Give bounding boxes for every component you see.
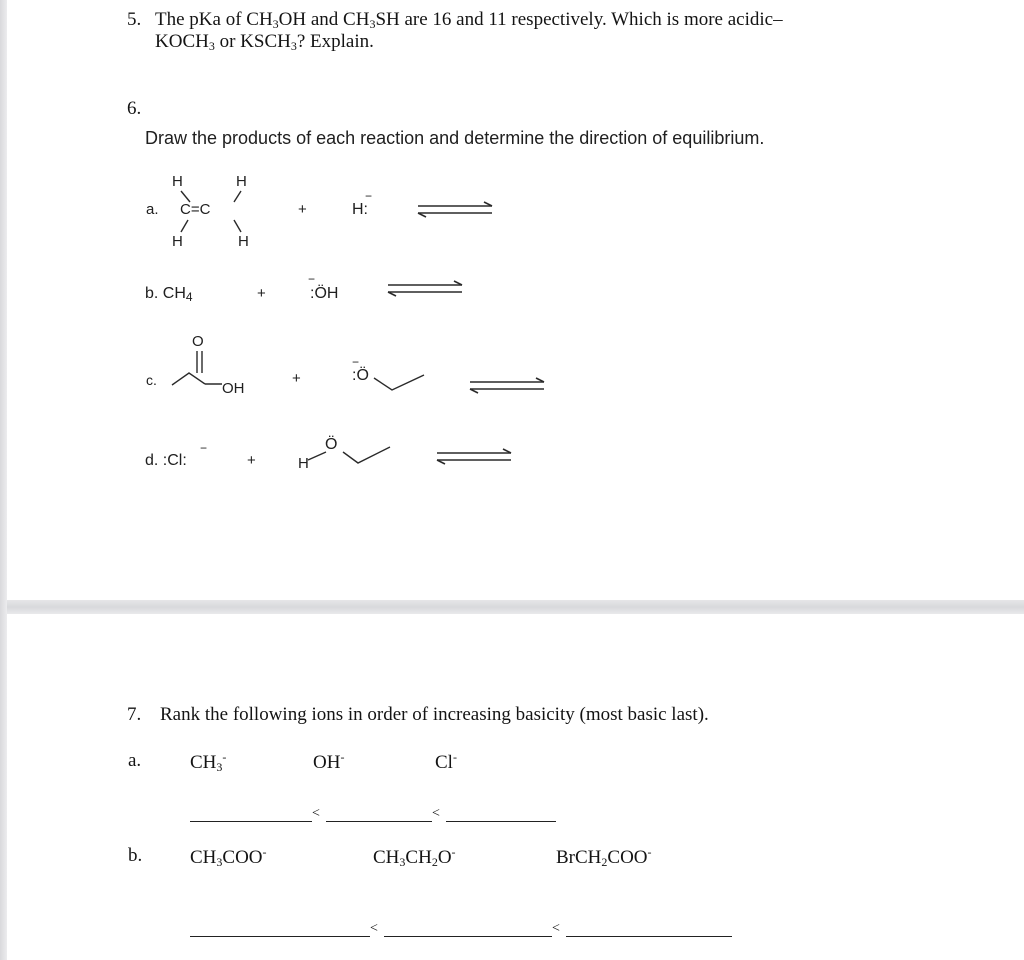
q6b-plus: + [257, 285, 266, 302]
q6c-ethoxide-chain [374, 375, 424, 390]
q6d-h-o-bond [308, 452, 326, 460]
worksheet-page-2 [7, 614, 1024, 960]
q6d-charge: − [200, 441, 208, 455]
q7a-label: a. [128, 750, 142, 771]
q6a-label: a. [146, 201, 159, 218]
q6c-ethoxide-oxygen: :Ö [352, 367, 369, 384]
q6c-hydroxyl: OH [222, 380, 245, 397]
q6b-hydroxide: :ÖH [310, 285, 339, 302]
q6a-hydride: H: [352, 201, 368, 218]
q7b-blank-1[interactable] [190, 919, 370, 937]
q6d-hydrogen: H [298, 455, 309, 472]
q5-number: 5. [127, 9, 142, 30]
q6a-h-bottom-left: H [172, 233, 183, 250]
q6a-bond-h-top-left [181, 191, 190, 202]
q5-line-2: $KOCH_3$ or $KSCH_3$? Explain. [155, 31, 374, 53]
q7a-blank-1[interactable] [190, 804, 312, 822]
q7b-blank-3[interactable] [566, 919, 732, 937]
q6d-ethanol-chain [343, 447, 390, 463]
q6b-charge: − [308, 272, 316, 286]
q6-number: 6. [127, 98, 142, 119]
q6c-carbonyl-oxygen: O [192, 333, 204, 350]
q6d-plus: + [247, 452, 256, 469]
q6c-plus: + [292, 370, 301, 387]
q7a-ion-chloride: Cl- [435, 750, 457, 773]
q7b-blank-2[interactable] [384, 919, 552, 937]
q6a-bond-h-top-right [234, 191, 241, 202]
q6a-charge: − [365, 189, 373, 203]
q7a-ion-hydroxide: OH- [313, 750, 345, 773]
q7-number: 7. [127, 704, 142, 725]
q6a-bond-h-bottom-left [181, 220, 188, 232]
q7b-answer-line: < < [190, 915, 732, 937]
q7a-answer-line: < < [190, 800, 556, 822]
q7b-ion-ethoxide: $CH_3CH_2O^-$ [373, 845, 456, 869]
q7a-blank-3[interactable] [446, 804, 556, 822]
q6c-equilibrium-arrow [470, 378, 544, 393]
page-break-divider [7, 600, 1024, 614]
q6d-oxygen: Ö [325, 436, 338, 453]
q7b-label: b. [128, 845, 143, 866]
q6a-h-top-left: H [172, 173, 183, 190]
q6a-bond-h-bottom-right [234, 220, 241, 232]
q7b-ion-acetate: $CH_3COO^-$ [190, 845, 267, 869]
q6a-plus: + [298, 201, 307, 218]
q7a-ion-methyl: $CH_3^-$ [190, 750, 227, 774]
q6a-h-bottom-right: H [238, 233, 249, 250]
q6-instruction: Draw the products of each reaction and determine the direction of equilibrium. [145, 128, 765, 148]
q7a-blank-2[interactable] [326, 804, 432, 822]
q6c-charge: − [352, 355, 360, 369]
q6a-alkene: C=C [180, 201, 211, 218]
q7-instruction: Rank the following ions in order of increasing basicity (most basic last). [160, 704, 709, 725]
q6d-chloride: d. :Cl: [145, 452, 187, 469]
q6c-acid-skeleton [172, 373, 205, 385]
q6a-equilibrium-arrow [418, 202, 492, 217]
q6d-equilibrium-arrow [437, 449, 511, 464]
q6b-equilibrium-arrow [388, 281, 462, 296]
q6b-methane: b. $CH_4$ [145, 285, 193, 304]
q5-line-1: The pKa of $CH_3OH$ and $CH_3SH$ are 16 and 11 respectively. Which is more acidic– [155, 9, 783, 31]
q6c-label: c. [146, 372, 157, 388]
q7b-ion-bromoacetate: BrCH$_2$COO- [556, 845, 652, 869]
q6a-h-top-right: H [236, 173, 247, 190]
